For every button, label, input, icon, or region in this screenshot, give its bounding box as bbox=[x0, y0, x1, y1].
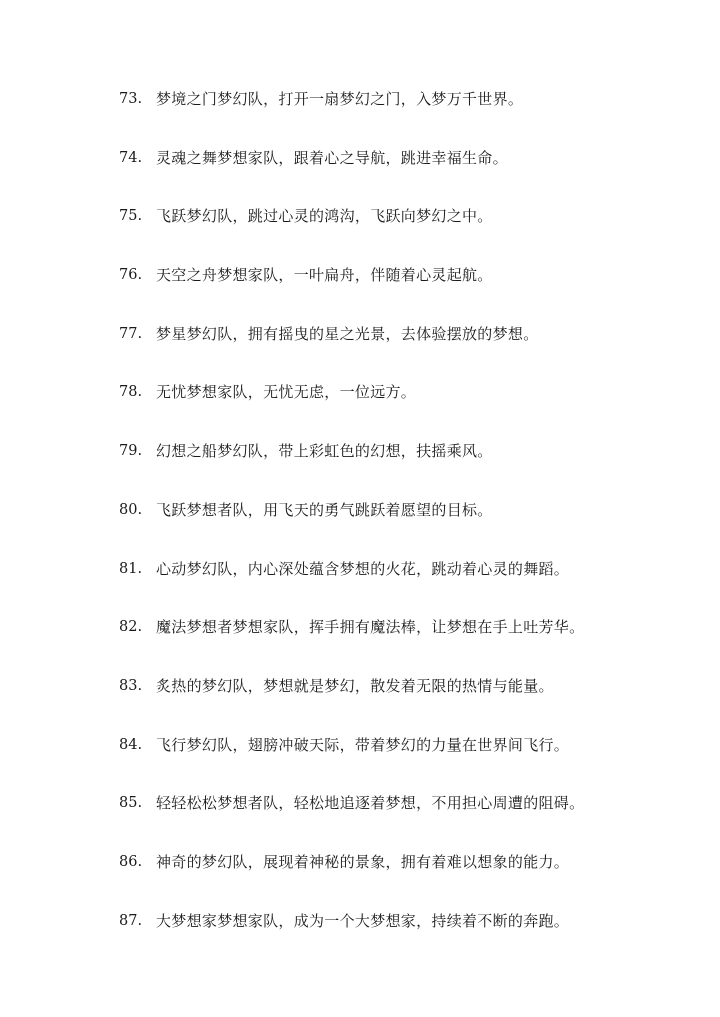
list-item bbox=[119, 86, 680, 145]
list-item bbox=[119, 732, 680, 791]
list-item bbox=[119, 614, 680, 673]
item-number: 74. bbox=[119, 149, 143, 166]
list-item bbox=[119, 908, 680, 967]
list-item bbox=[119, 673, 680, 732]
list-item bbox=[119, 262, 680, 321]
item-text: 大梦想家梦想家队，成为一个大梦想家，持续着不断的奔跑。 bbox=[156, 911, 570, 930]
item-number: 85. bbox=[119, 795, 143, 812]
list-item bbox=[119, 438, 680, 497]
item-number: 84. bbox=[119, 736, 143, 753]
list-item bbox=[119, 145, 680, 204]
item-text: 飞跃梦幻队，跳过心灵的鸿沟，飞跃向梦幻之中。 bbox=[156, 207, 493, 226]
list-item bbox=[119, 497, 680, 556]
list-item bbox=[119, 849, 680, 908]
item-text: 飞行梦幻队，翅膀冲破天际，带着梦幻的力量在世界间飞行。 bbox=[156, 735, 570, 754]
item-number: 81. bbox=[119, 560, 143, 577]
item-text: 灵魂之舞梦想家队，跟着心之导航，跳进幸福生命。 bbox=[156, 148, 508, 167]
item-number: 73. bbox=[119, 91, 143, 107]
item-text: 轻轻松松梦想者队，轻松地追逐着梦想，不用担心周遭的阻碍。 bbox=[156, 794, 585, 813]
item-number: 75. bbox=[119, 208, 143, 225]
numbered-list bbox=[119, 86, 680, 966]
item-number: 77. bbox=[119, 325, 143, 342]
item-text: 梦星梦幻队，拥有摇曳的星之光景，去体验摆放的梦想。 bbox=[156, 324, 539, 343]
item-number: 79. bbox=[119, 443, 143, 460]
item-text: 心动梦幻队，内心深处蕴含梦想的火花，跳动着心灵的舞蹈。 bbox=[156, 559, 570, 578]
item-number: 78. bbox=[119, 384, 143, 401]
item-number: 76. bbox=[119, 267, 143, 284]
item-text: 神奇的梦幻队，展现着神秘的景象，拥有着难以想象的能力。 bbox=[156, 852, 570, 871]
item-number: 86. bbox=[119, 853, 143, 870]
item-number: 83. bbox=[119, 677, 143, 694]
list-item bbox=[119, 556, 680, 615]
item-text: 无忧梦想家队，无忧无虑，一位远方。 bbox=[156, 383, 417, 402]
list-item bbox=[119, 790, 680, 849]
item-text: 幻想之船梦幻队，带上彩虹色的幻想，扶摇乘风。 bbox=[156, 442, 493, 461]
item-text: 梦境之门梦幻队，打开一扇梦幻之门，入梦万千世界。 bbox=[156, 90, 524, 108]
item-number: 80. bbox=[119, 501, 143, 518]
item-text: 飞跃梦想者队，用飞天的勇气跳跃着愿望的目标。 bbox=[156, 500, 493, 519]
item-number: 87. bbox=[119, 912, 143, 929]
list-item bbox=[119, 321, 680, 380]
list-item bbox=[119, 203, 680, 262]
item-number: 82. bbox=[119, 619, 143, 636]
list-item bbox=[119, 379, 680, 438]
item-text: 天空之舟梦想家队，一叶扁舟，伴随着心灵起航。 bbox=[156, 266, 493, 285]
item-text: 魔法梦想者梦想家队，挥手拥有魔法棒，让梦想在手上吐芳华。 bbox=[156, 618, 585, 637]
item-text: 炙热的梦幻队，梦想就是梦幻，散发着无限的热情与能量。 bbox=[156, 676, 554, 695]
